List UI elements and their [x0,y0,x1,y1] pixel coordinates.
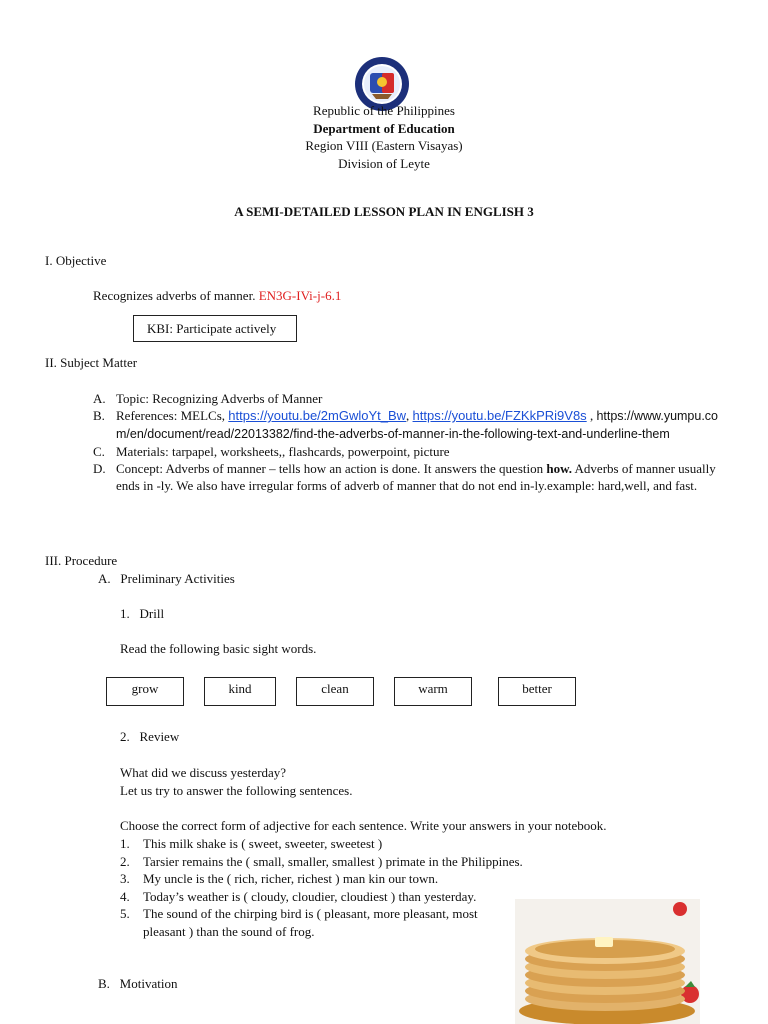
motivation-heading: B. Motivation [98,976,178,991]
objective-text-line [93,288,341,304]
reference-link-2[interactable]: https://youtu.be/FZKkPRi9V8s [412,408,587,423]
list-item: 2. Tarsier remains the ( small, smaller, smallest ) primate in the Philippines. [120,853,523,869]
sight-word-card: clean [296,677,374,706]
list-item: B. References: MELCs, https://youtu.be/2mGwloYt_Bw, https://youtu.be/FZKkPRi9V8s , https://www.yumpu.com/en/document/read/22013382/find-the-adverbs-of-manner-in-the-following-text-and-underline-them [93,408,719,441]
header-department: Department of Education [313,121,455,136]
reference-url-text: https://www.yumpu.com/en/document/read/22013382/find-the-adverbs-of-manner-in-the-following-text-and-underline-them [116,409,719,441]
list-item: D. Concept: Adverbs of manner – tells how an action is done. It answers the question how. Adverbs of manner usually ends in -ly. We also have irregular forms of adverb of manner that do not end in-ly.example: hard,well, and fast. [93,461,716,493]
list-item: C. Materials: tarpapel, worksheets,, flashcards, powerpoint, picture [93,444,450,459]
objective-code: EN3G-IVi-j-6.1 [258,288,342,303]
preliminary-activities: A. Preliminary Activities [98,571,235,586]
review-sentences [120,835,523,940]
drill-heading: 1. Drill [120,606,165,621]
review-heading: 2. Review [120,729,180,744]
concept-bold-how: how. [546,461,573,476]
kbi-box [133,315,297,342]
sight-word-card: warm [394,677,472,706]
header-division: Division of Leyte [338,156,430,171]
document-title: A SEMI-DETAILED LESSON PLAN IN ENGLISH 3 [234,204,534,219]
sight-word-card: grow [106,677,184,706]
procedure-heading: III. Procedure [45,553,118,568]
sight-word-card: kind [204,677,276,706]
pancake-image [515,899,700,1024]
objective-heading: I. Objective [45,253,107,268]
sight-word-card: better [498,677,576,706]
objective-text: Recognizes adverbs of manner. [93,288,256,303]
references-prefix: References: MELCs, [116,408,226,423]
review-questions: What did we discuss yesterday? Let us try to answer the following sentences. [120,765,353,798]
drill-instruction: Read the following basic sight words. [120,641,317,656]
subject-matter-heading: II. Subject Matter [45,355,138,370]
review-instruction: Choose the correct form of adjective for each sentence. Write your answers in your notebook. [120,818,607,833]
list-item: 5. The sound of the chirping bird is ( pleasant, more pleasant, most pleasant ) than the sound of frog. [120,906,478,939]
list-item: 4. Today’s weather is ( cloudy, cloudier, cloudiest ) than yesterday. [120,888,477,904]
header-republic: Republic of the Philippines [313,103,455,118]
subject-matter-list [93,390,723,494]
list-item: A. Topic: Recognizing Adverbs of Manner [93,391,323,406]
header-region: Region VIII (Eastern Visayas) [305,138,463,153]
reference-link-1[interactable]: https://youtu.be/2mGwloYt_Bw [228,408,407,423]
kbi-text: KBI: Participate actively [147,321,277,336]
list-item: 1. This milk shake is ( sweet, sweeter, sweetest ) [120,836,383,851]
list-item: 3. My uncle is the ( rich, richer, richest ) man kin our town. [120,871,439,886]
